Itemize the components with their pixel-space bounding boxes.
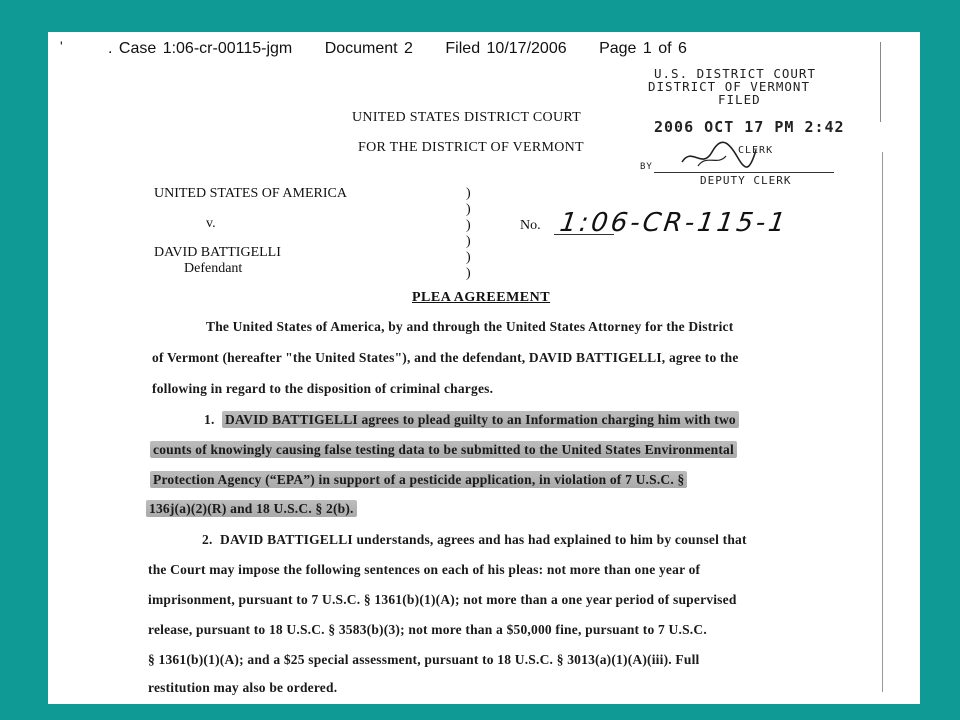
defendant-role: Defendant <box>184 261 243 276</box>
paragraph-2-line: DAVID BATTIGELLI understands, agrees and has had explained to him by counsel that <box>220 532 747 547</box>
stamp-district: DISTRICT OF VERMONT <box>648 79 810 94</box>
caption-paren: ) <box>466 202 471 217</box>
stamp-filed: FILED <box>718 92 761 107</box>
paragraph-2-line: release, pursuant to 18 U.S.C. § 3583(b)(3); not more than a $50,000 fine, pursuant to 7 U.S.C. <box>148 622 707 637</box>
intro-line: The United States of America, by and through the United States Attorney for the District <box>206 319 734 334</box>
ecf-header <box>108 40 713 58</box>
highlighted-text: Protection Agency (“EPA”) in support of a pesticide application, in violation of 7 U.S.C. § <box>150 471 687 488</box>
intro-line: following in regard to the disposition of criminal charges. <box>152 381 494 396</box>
case-number: . Case 1:06-cr-00115-jgm <box>108 40 293 57</box>
stamp-date: 2006 OCT 17 PM 2:42 <box>654 118 845 136</box>
caption-paren: ) <box>466 186 471 201</box>
handwritten-case-number: 1:06-CR-115-1 <box>557 208 791 238</box>
paragraph-1-line <box>146 501 357 517</box>
caption-paren: ) <box>466 266 471 281</box>
paragraph-2-line: § 1361(b)(1)(A); and a $25 special assessment, pursuant to 18 U.S.C. § 3013(a)(1)(A)(iii). Full <box>148 652 700 667</box>
plaintiff: UNITED STATES OF AMERICA <box>154 186 347 201</box>
stray-mark: ' <box>60 38 63 54</box>
paragraph-2-number: 2. <box>202 532 213 547</box>
caption-paren: ) <box>466 234 471 249</box>
paragraph-1-line <box>150 472 687 488</box>
highlighted-text: DAVID BATTIGELLI agrees to plead guilty to an Information charging him with two <box>222 411 739 428</box>
scan-edge-line <box>880 42 881 122</box>
paragraph-1-line <box>150 442 737 458</box>
caption-paren: ) <box>466 218 471 233</box>
highlighted-text: 136j(a)(2)(R) and 18 U.S.C. § 2(b). <box>146 500 357 517</box>
court-name: UNITED STATES DISTRICT COURT <box>352 110 582 125</box>
paragraph-1-line <box>222 412 739 428</box>
stamp-by: BY <box>640 162 653 172</box>
highlighted-text: counts of knowingly causing false testing data to be submitted to the United States Environmental <box>150 441 737 458</box>
document-number: Document 2 <box>324 40 413 57</box>
paragraph-1-number: 1. <box>204 412 215 427</box>
versus: v. <box>206 216 216 231</box>
scan-edge-line <box>882 152 883 692</box>
court-district: FOR THE DISTRICT OF VERMONT <box>358 140 584 155</box>
stamp-clerk: CLERK <box>738 145 774 156</box>
document-page <box>48 32 920 704</box>
paragraph-2-line: imprisonment, pursuant to 7 U.S.C. § 1361(b)(1)(A); not more than a one year period of supervised <box>148 592 737 607</box>
stamp-court: U.S. DISTRICT COURT <box>654 66 816 81</box>
page-count: Page 1 of 6 <box>599 40 687 57</box>
document-title: PLEA AGREEMENT <box>412 290 551 305</box>
paragraph-2-line: the Court may impose the following sentences on each of his pleas: not more than one year of <box>148 562 701 577</box>
stamp-deputy-clerk: DEPUTY CLERK <box>700 174 792 187</box>
intro-line: of Vermont (hereafter "the United States"), and the defendant, DAVID BATTIGELLI, agree to the <box>152 350 739 365</box>
paragraph-2-line: restitution may also be ordered. <box>148 680 338 695</box>
case-no-label: No. <box>520 218 541 233</box>
filed-date: Filed 10/17/2006 <box>445 40 567 57</box>
clerk-signature-icon <box>678 140 758 176</box>
caption-paren: ) <box>466 250 471 265</box>
defendant-name: DAVID BATTIGELLI <box>154 245 281 260</box>
